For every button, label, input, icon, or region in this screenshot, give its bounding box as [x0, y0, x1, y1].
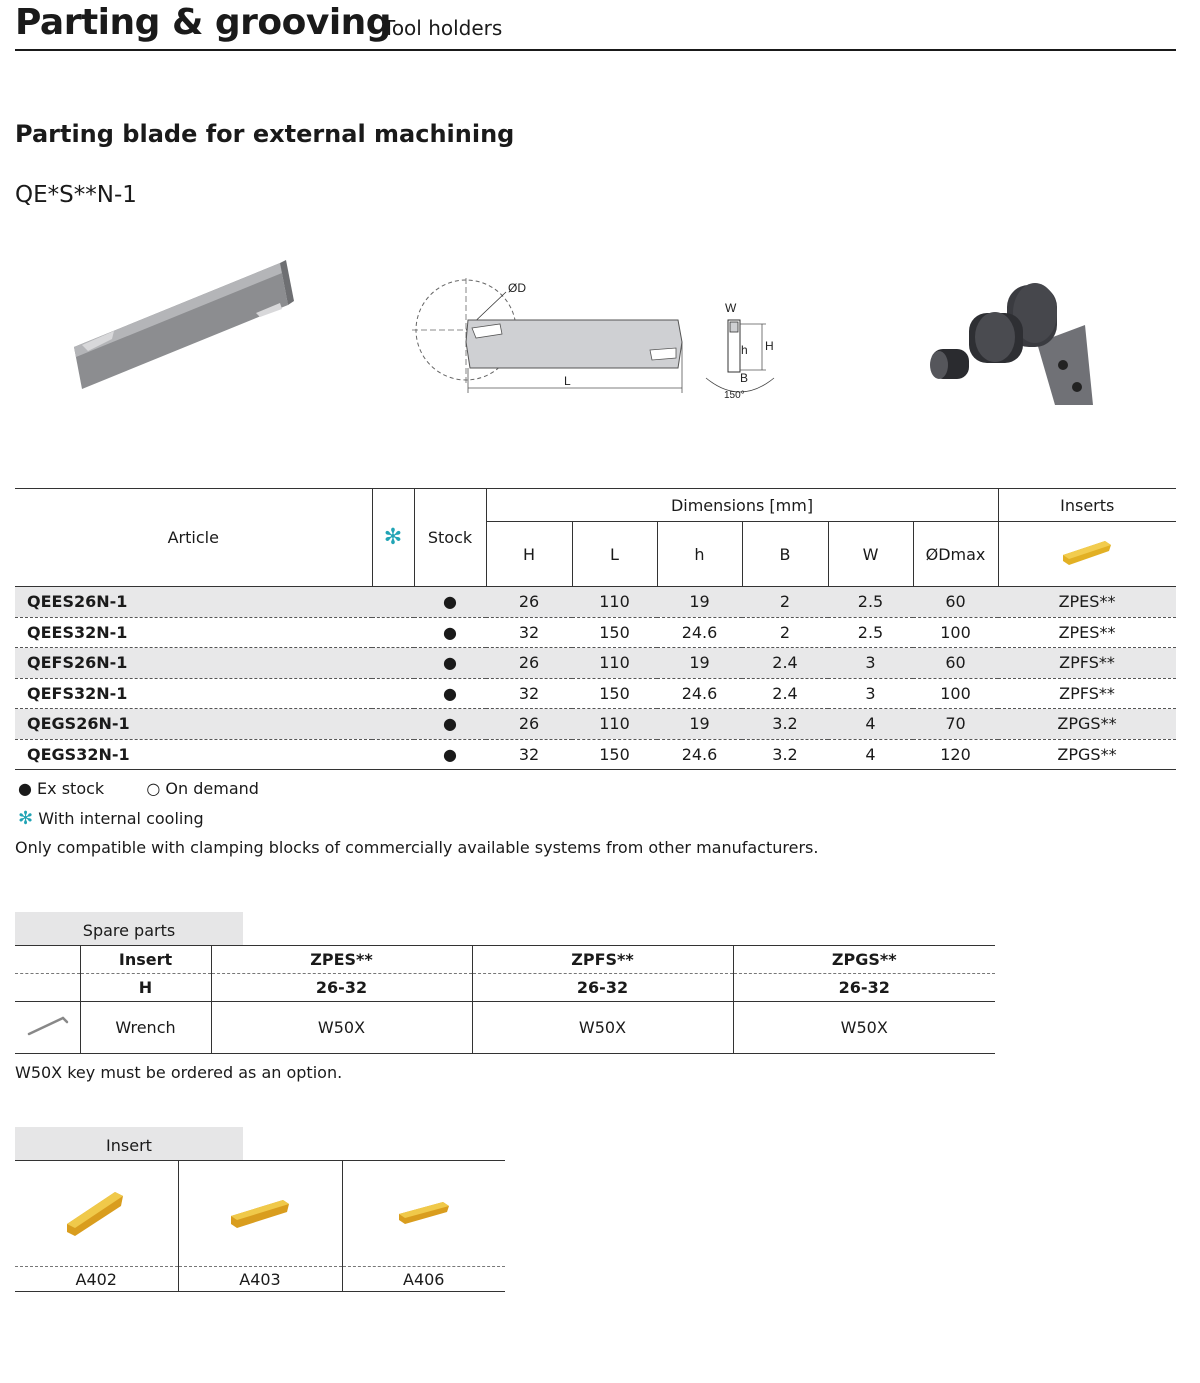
insert-code-a406: A406	[342, 1267, 505, 1292]
insert-a402-icon	[61, 1184, 131, 1240]
dim-b-cell: 2.4	[742, 648, 828, 679]
stock-cell: ●	[414, 587, 486, 618]
table-row	[15, 587, 1176, 618]
wrench-2: W50X	[472, 1002, 733, 1054]
article-table	[15, 488, 1176, 770]
label-h: h	[741, 343, 748, 357]
dim-b-cell: 3.2	[742, 739, 828, 770]
dim-dmax-cell: 60	[913, 587, 998, 618]
technical-drawing	[410, 278, 780, 408]
label-height: H	[765, 339, 774, 353]
article-cell: QEFS26N-1	[15, 648, 372, 679]
table-row	[15, 678, 1176, 709]
insert-cell: ZPFS**	[998, 678, 1176, 709]
label-angle: 150°	[724, 390, 745, 401]
insert-image-a406	[342, 1161, 505, 1267]
dim-l-cell: 110	[572, 587, 657, 618]
stock-cell: ●	[414, 617, 486, 648]
insert-icon	[1061, 537, 1113, 567]
page-subtitle: Tool holders	[383, 16, 503, 40]
insert-image-a402	[15, 1161, 178, 1267]
stock-cell: ●	[414, 739, 486, 770]
dim-h-cell: 32	[486, 739, 572, 770]
spare-h-3: 26-32	[733, 974, 995, 1002]
cooling-cell	[372, 709, 414, 740]
legend-ex-stock: ● Ex stock	[18, 779, 105, 798]
cooling-cell	[372, 648, 414, 679]
stock-cell: ●	[414, 709, 486, 740]
insert-cell: ZPGS**	[998, 709, 1176, 740]
table-row	[15, 739, 1176, 770]
spare-h-label: H	[80, 974, 211, 1002]
header-article: Article	[15, 489, 372, 587]
cooling-icon: ✻	[18, 808, 34, 829]
insert-image-a403	[178, 1161, 342, 1267]
header-L: L	[572, 522, 657, 587]
dim-w-cell: 4	[828, 709, 913, 740]
compatibility-note: Only compatible with clamping blocks of commercially available systems from other manufacturers.	[15, 838, 819, 857]
spare-insert-label: Insert	[80, 946, 211, 974]
label-b: B	[740, 371, 749, 385]
dim-dmax-cell: 70	[913, 709, 998, 740]
wrench-label: Wrench	[80, 1002, 211, 1054]
product-code: QE*S**N-1	[15, 182, 137, 208]
article-cell: QEES26N-1	[15, 587, 372, 618]
header-H: H	[486, 522, 572, 587]
legend-stock	[18, 779, 259, 798]
legend-on-demand: ○ On demand	[146, 779, 259, 798]
dim-dmax-cell: 100	[913, 617, 998, 648]
insert-code-a402: A402	[15, 1267, 178, 1292]
insert-cell: ZPES**	[998, 617, 1176, 648]
header-B: B	[742, 522, 828, 587]
insert-header-image	[998, 522, 1176, 587]
wrench-1: W50X	[211, 1002, 472, 1054]
label-length: L	[564, 374, 571, 388]
dim-h-cell: 24.6	[657, 739, 742, 770]
label-diameter: ØD	[508, 281, 526, 295]
dim-h-cell: 19	[657, 648, 742, 679]
wrench-3: W50X	[733, 1002, 995, 1054]
cooling-header-icon: ✻	[372, 489, 414, 587]
table-row	[15, 617, 1176, 648]
dim-h-cell: 19	[657, 587, 742, 618]
table-row	[15, 709, 1176, 740]
header-dimensions: Dimensions [mm]	[486, 489, 998, 522]
header-rule	[15, 49, 1176, 51]
insert-cell: ZPGS**	[998, 739, 1176, 770]
dim-h-cell: 26	[486, 648, 572, 679]
table-row	[15, 648, 1176, 679]
dim-b-cell: 2.4	[742, 678, 828, 709]
article-cell: QEFS32N-1	[15, 678, 372, 709]
stock-cell: ●	[414, 678, 486, 709]
dim-dmax-cell: 120	[913, 739, 998, 770]
section-title: Parting blade for external machining	[15, 120, 515, 148]
wrench-note: W50X key must be ordered as an option.	[15, 1063, 343, 1082]
cooling-cell	[372, 739, 414, 770]
header-W: W	[828, 522, 913, 587]
spare-parts-table	[15, 945, 995, 1054]
label-width: W	[725, 301, 737, 315]
wrench-icon	[25, 1014, 69, 1038]
dim-w-cell: 2.5	[828, 617, 913, 648]
dim-w-cell: 2.5	[828, 587, 913, 618]
spare-h-2: 26-32	[472, 974, 733, 1002]
cooling-cell	[372, 617, 414, 648]
dim-b-cell: 3.2	[742, 709, 828, 740]
dim-w-cell: 3	[828, 648, 913, 679]
spare-h-1: 26-32	[211, 974, 472, 1002]
legend-cooling	[18, 808, 204, 829]
header-h: h	[657, 522, 742, 587]
header-Dmax: ØDmax	[913, 522, 998, 587]
clamping-block-image	[925, 275, 1100, 410]
article-cell: QEGS26N-1	[15, 709, 372, 740]
dim-h-cell: 19	[657, 709, 742, 740]
insert-section-label: Insert	[15, 1127, 243, 1160]
dim-w-cell: 4	[828, 739, 913, 770]
dim-l-cell: 150	[572, 678, 657, 709]
spare-insert-2: ZPFS**	[472, 946, 733, 974]
insert-cell: ZPES**	[998, 587, 1176, 618]
dim-l-cell: 110	[572, 709, 657, 740]
legend-cooling-text: With internal cooling	[38, 809, 204, 828]
insert-table	[15, 1160, 505, 1292]
dim-b-cell: 2	[742, 617, 828, 648]
spare-parts-label: Spare parts	[15, 912, 243, 945]
header-stock: Stock	[414, 489, 486, 587]
header-inserts: Inserts	[998, 489, 1176, 522]
dim-h-cell: 32	[486, 678, 572, 709]
dim-h-cell: 24.6	[657, 678, 742, 709]
insert-cell: ZPFS**	[998, 648, 1176, 679]
dim-h-cell: 24.6	[657, 617, 742, 648]
dim-l-cell: 150	[572, 617, 657, 648]
wrench-image	[15, 1002, 80, 1054]
blade-product-image	[60, 255, 300, 400]
article-cell: QEGS32N-1	[15, 739, 372, 770]
dim-h-cell: 32	[486, 617, 572, 648]
spare-insert-1: ZPES**	[211, 946, 472, 974]
stock-cell: ●	[414, 648, 486, 679]
insert-code-a403: A403	[178, 1267, 342, 1292]
dim-b-cell: 2	[742, 587, 828, 618]
cooling-cell	[372, 678, 414, 709]
article-cell: QEES32N-1	[15, 617, 372, 648]
dim-w-cell: 3	[828, 678, 913, 709]
page-title: Parting & grooving	[15, 2, 392, 43]
dim-h-cell: 26	[486, 709, 572, 740]
insert-a403-icon	[225, 1192, 295, 1232]
dim-l-cell: 150	[572, 739, 657, 770]
dim-h-cell: 26	[486, 587, 572, 618]
dim-dmax-cell: 100	[913, 678, 998, 709]
insert-a406-icon	[393, 1194, 455, 1230]
cooling-cell	[372, 587, 414, 618]
dim-l-cell: 110	[572, 648, 657, 679]
dim-dmax-cell: 60	[913, 648, 998, 679]
spare-insert-3: ZPGS**	[733, 946, 995, 974]
